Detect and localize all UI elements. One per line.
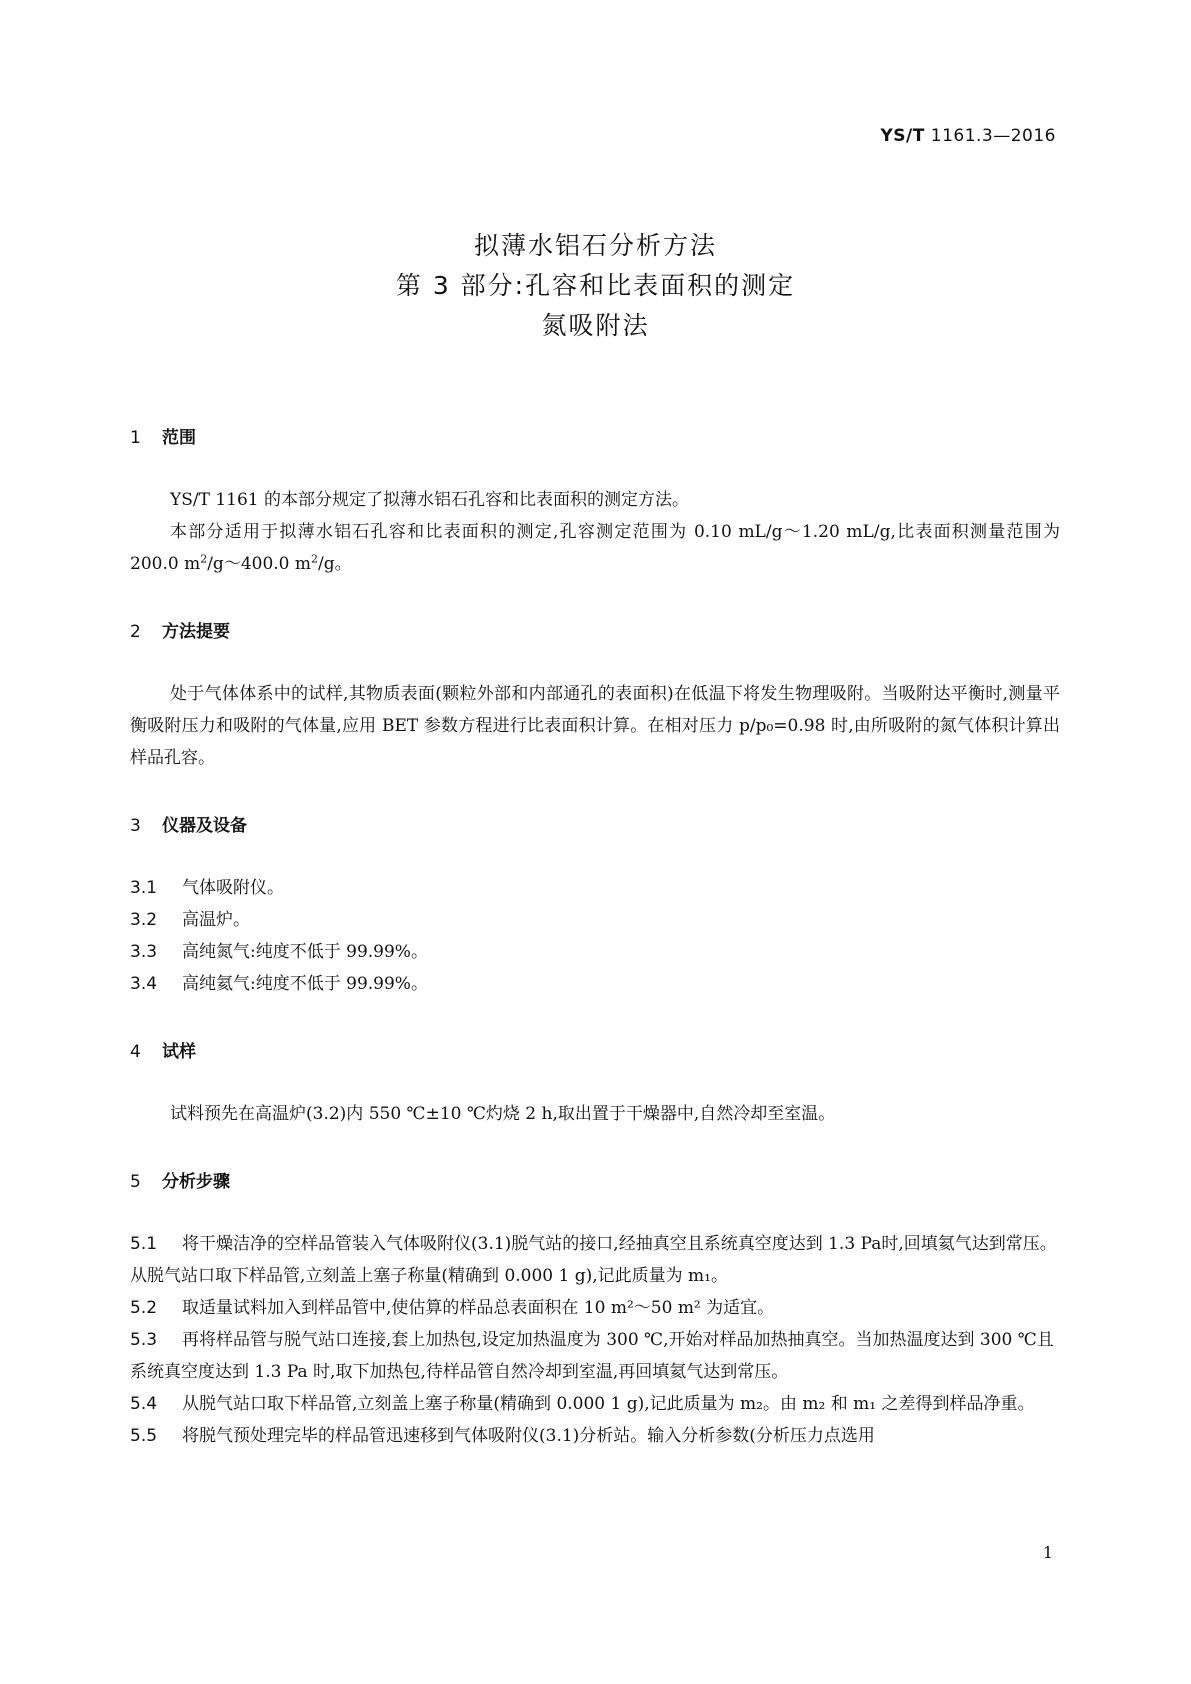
section-title: 仪器及设备: [162, 816, 247, 836]
section-title: 试样: [162, 1042, 196, 1062]
section-4-heading: [130, 1036, 1060, 1068]
standard-number: [880, 126, 1056, 146]
document-title: [0, 226, 1191, 346]
section-number: 4: [130, 1042, 141, 1062]
section-1-paragraph-1: YS/T 1161 的本部分规定了拟薄水铝石孔容和比表面积的测定方法。: [170, 490, 690, 510]
list-item: 3.1 气体吸附仪。: [130, 878, 284, 898]
step-item: 5.4 从脱气站口取下样品管,立刻盖上塞子称量(精确到 0.000 1 g),记此质量为 m₂。由 m₂ 和 m₁ 之差得到样品净重。: [130, 1394, 1035, 1414]
section-number: 5: [130, 1172, 141, 1192]
standard-code: 1161.3—2016: [930, 126, 1056, 146]
section-title: 分析步骤: [162, 1172, 230, 1192]
title-line-3: 氮吸附法: [541, 311, 650, 340]
section-1-paragraph-2: 本部分适用于拟薄水铝石孔容和比表面积的测定,孔容测定范围为 0.10 mL/g～1.20 mL/g,比表面积测量范围为 200.0 $m^2/g\sim 400.0$ $m^2/g$。: [130, 522, 1060, 574]
standard-prefix: YS/T: [880, 126, 925, 146]
section-number: 2: [130, 622, 141, 642]
section-3-heading: [130, 810, 1060, 842]
list-item: 3.2 高温炉。: [130, 910, 250, 930]
section-5-heading: [130, 1166, 1060, 1198]
section-1-heading: [130, 422, 1060, 454]
document-body: [130, 422, 1060, 1452]
section-2-paragraph-1: 处于气体体系中的试样,其物质表面(颗粒外部和内部通孔的表面积)在低温下将发生物理吸附。当吸附达平衡时,测量平衡吸附压力和吸附的气体量,应用 BET 参数方程进行比表面积计算。在相对压力 p/p₀=0.98 时,由所吸附的氮气体积计算出样品孔容。: [130, 684, 1060, 768]
step-item: 5.1 将干燥洁净的空样品管装入气体吸附仪(3.1)脱气站的接口,经抽真空且系统真空度达到 1.3 Pa时,回填氦气达到常压。从脱气站口取下样品管,立刻盖上塞子称量(精确到 0.000 1 g),记此质量为 m₁。: [130, 1234, 1057, 1286]
section-title: 方法提要: [162, 622, 230, 642]
section-4-paragraph-1: 试料预先在高温炉(3.2)内 550 ℃±10 ℃灼烧 2 h,取出置于干燥器中,自然冷却至室温。: [170, 1104, 836, 1124]
section-2-heading: [130, 616, 1060, 648]
step-item: 5.3 再将样品管与脱气站口连接,套上加热包,设定加热温度为 300 ℃,开始对样品加热抽真空。当加热温度达到 300 ℃且系统真空度达到 1.3 Pa 时,取下加热包,待样品管自然冷却到室温,再回填氦气达到常压。: [130, 1330, 1054, 1382]
list-item: 3.3 高纯氮气:纯度不低于 99.99%。: [130, 942, 428, 962]
title-line-1: 拟薄水铝石分析方法: [473, 231, 717, 260]
section-number: 1: [130, 428, 141, 448]
step-item: 5.2 取适量试料加入到样品管中,使估算的样品总表面积在 10 m²～50 m² 为适宜。: [130, 1298, 775, 1318]
title-line-2: 第 3 部分:孔容和比表面积的测定: [395, 271, 796, 300]
step-item: 5.5 将脱气预处理完毕的样品管迅速移到气体吸附仪(3.1)分析站。输入分析参数(分析压力点选用: [130, 1426, 875, 1446]
section-title: 范围: [162, 428, 196, 448]
page-number: 1: [1042, 1543, 1053, 1562]
section-number: 3: [130, 816, 141, 836]
list-item: 3.4 高纯氦气:纯度不低于 99.99%。: [130, 974, 428, 994]
